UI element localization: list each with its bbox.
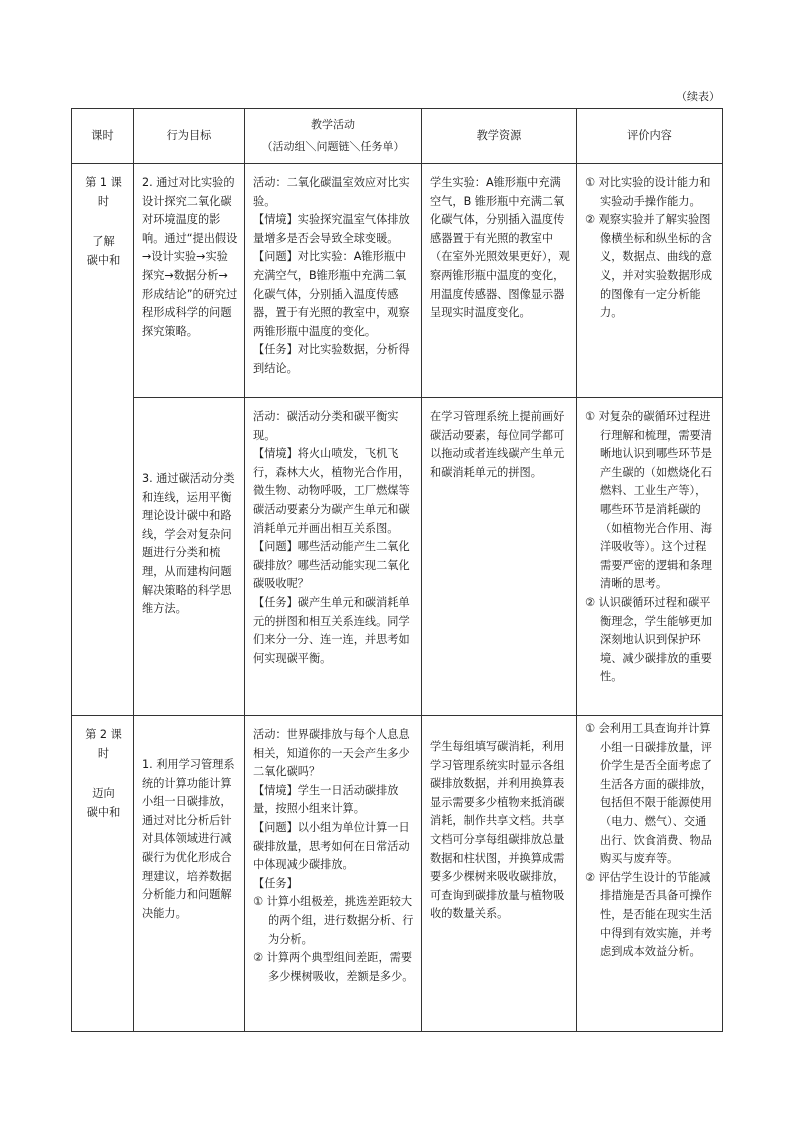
activity-line: 【任务】碳产生单元和碳消耗单元的拼图和相互关系连线。同学们来分一分、连一连，并思考如何实现碳平衡。 — [253, 595, 410, 665]
activity-line: 活动：二氧化碳温室效应对比实验。 — [253, 176, 410, 208]
goal-cell — [134, 398, 245, 716]
evaluation-item: ① 对比实验的设计能力和实验动手操作能力。 — [585, 176, 711, 208]
table-row — [72, 164, 723, 398]
period-name-line1: 迈向 — [92, 787, 115, 801]
period-name-line2: 碳中和 — [86, 253, 121, 267]
header-activity-title: 教学活动 — [311, 118, 355, 131]
resources-cell — [422, 164, 577, 398]
resources-text: 学生每组填写碳消耗，利用学习管理系统实时显示各组碳排放数据，并利用换算表显示需要多少植物来抵消碳消耗，制作共享文档。共享文档可分享每组碳排放总量数据和柱状图，并换算成需要多少棵树来吸收碳排放，可查询到碳排放量与植物吸收的数量关系。 — [430, 740, 565, 921]
evaluation-item: ② 观察实验并了解实验图像横坐标和纵坐标的含义，数据点、曲线的意义，并对实验数据形成的图像有一定分析能力。 — [585, 213, 712, 320]
resources-cell — [422, 398, 577, 716]
goal-text: 3. 通过碳活动分类和连线，运用平衡理论设计碳中和路线，学会对复杂问题进行分类和梳理，从而建构问题解决策略的科学思维方法。 — [142, 472, 235, 616]
header-goal: 行为目标 — [134, 109, 245, 164]
activity-cell — [245, 398, 422, 716]
table-row — [72, 716, 723, 1032]
period-2-cell — [72, 716, 134, 1032]
evaluation-item: ② 认识碳循环过程和碳平衡理念，学生能够更加深刻地认识到保护环境、减少碳排放的重要性。 — [585, 595, 712, 684]
period-name-line1: 了解 — [92, 235, 115, 249]
header-evaluation: 评价内容 — [577, 109, 723, 164]
resources-text: 学生实验：A锥形瓶中充满空气，B 锥形瓶中充满二氧化碳气体，分别插入温度传感器置于有光照的教室中（在室外光照效果更好），观察两锥形瓶中温度的变化，用温度传感器、图像显示器呈现实时温度变化。 — [430, 176, 570, 320]
header-activity — [245, 109, 422, 164]
activity-cell — [245, 716, 422, 1032]
evaluation-item: ① 会利用工具查询并计算小组一日碳排放量，评价学生是否全面考虑了生活各方面的碳排放，包括但不限于能源使用（电力、燃气）、交通出行、饮食消费、物品购买与废弃等。 — [585, 722, 712, 866]
period-number: 第 2 课时 — [85, 728, 122, 760]
activity-line: 活动：世界碳排放与每个人息息相关，知道你的一天会产生多少二氧化碳吗？ — [253, 728, 410, 779]
period-1-cell — [72, 164, 134, 716]
activity-line: ② 计算两个典型组间差距，需要多少棵树吸收，差额是多少。 — [253, 951, 414, 983]
activity-line: 【情境】将火山喷发，飞机飞行，森林大火，植物光合作用，微生物、动物呼吸，工厂燃煤等碳活动要素分为碳产生单元和碳消耗单元并画出相互关系图。 — [253, 447, 410, 535]
resources-cell — [422, 716, 577, 1032]
evaluation-item: ① 对复杂的碳循环过程进行理解和梳理，需要清晰地认识到哪些环节是产生碳的（如燃烧化石燃料、工业生产等），哪些环节是消耗碳的（如植物光合作用、海洋吸收等）。这个过程需要严密的逻辑和条理清晰的思考。 — [585, 410, 712, 591]
table-header-row — [72, 109, 723, 164]
activity-line: 活动：碳活动分类和碳平衡实现。 — [253, 410, 399, 442]
activity-line: 【问题】以小组为单位计算一日碳排放量，思考如何在日常活动中体现减少碳排放。 — [253, 820, 410, 872]
header-period: 课时 — [72, 109, 134, 164]
evaluation-cell — [577, 716, 723, 1032]
goal-text: 2. 通过对比实验的设计探究二氧化碳对环境温度的影响。通过“提出假设→设计实验→实验探究→数据分析→形成结论”的研究过程形成科学的问题探究策略。 — [142, 176, 238, 338]
table-row — [72, 398, 723, 716]
activity-line: ① 计算小组极差，挑选差距较大的两个组，进行数据分析、行为分析。 — [253, 895, 414, 946]
header-activity-sub: （活动组＼问题链＼任务单） — [261, 140, 405, 153]
lesson-plan-table — [71, 108, 723, 1032]
evaluation-cell — [577, 164, 723, 398]
continued-label: （续表） — [676, 90, 720, 103]
resources-text: 在学习管理系统上提前画好碳活动要素，每位同学都可以拖动或者连线碳产生单元和碳消耗单元的拼图。 — [430, 410, 565, 479]
activity-line: 【任务】 — [253, 876, 298, 890]
activity-cell — [245, 164, 422, 398]
goal-cell — [134, 164, 245, 398]
header-resources: 教学资源 — [422, 109, 577, 164]
period-name-line2: 碳中和 — [86, 805, 121, 819]
period-number: 第 1 课时 — [85, 176, 122, 208]
goal-cell — [134, 716, 245, 1032]
activity-line: 【情境】实验探究温室气体排放量增多是否会导致全球变暖。 — [253, 213, 410, 245]
activity-line: 【任务】对比实验数据，分析得到结论。 — [253, 343, 410, 375]
evaluation-cell — [577, 398, 723, 716]
evaluation-item: ② 评估学生设计的节能减排措施是否具备可操作性，是否能在现实生活中得到有效实施，并考虑到成本效益分析。 — [585, 870, 712, 959]
goal-text: 1. 利用学习管理系统的计算功能计算小组一日碳排放，通过对比分析后针对具体领域进行减碳行为优化形成合理建议，培养数据分析能力和问题解决能力。 — [142, 758, 235, 920]
activity-line: 【问题】对比实验：A锥形瓶中充满空气，B锥形瓶中充满二氧化碳气体，分别插入温度传感器，置于有光照的教室中，观察两锥形瓶中温度的变化。 — [253, 250, 410, 338]
activity-line: 【问题】哪些活动能产生二氧化碳排放？哪些活动能实现二氧化碳吸收呢？ — [253, 540, 410, 591]
activity-line: 【情境】学生一日活动碳排放量，按照小组来计算。 — [253, 783, 399, 816]
